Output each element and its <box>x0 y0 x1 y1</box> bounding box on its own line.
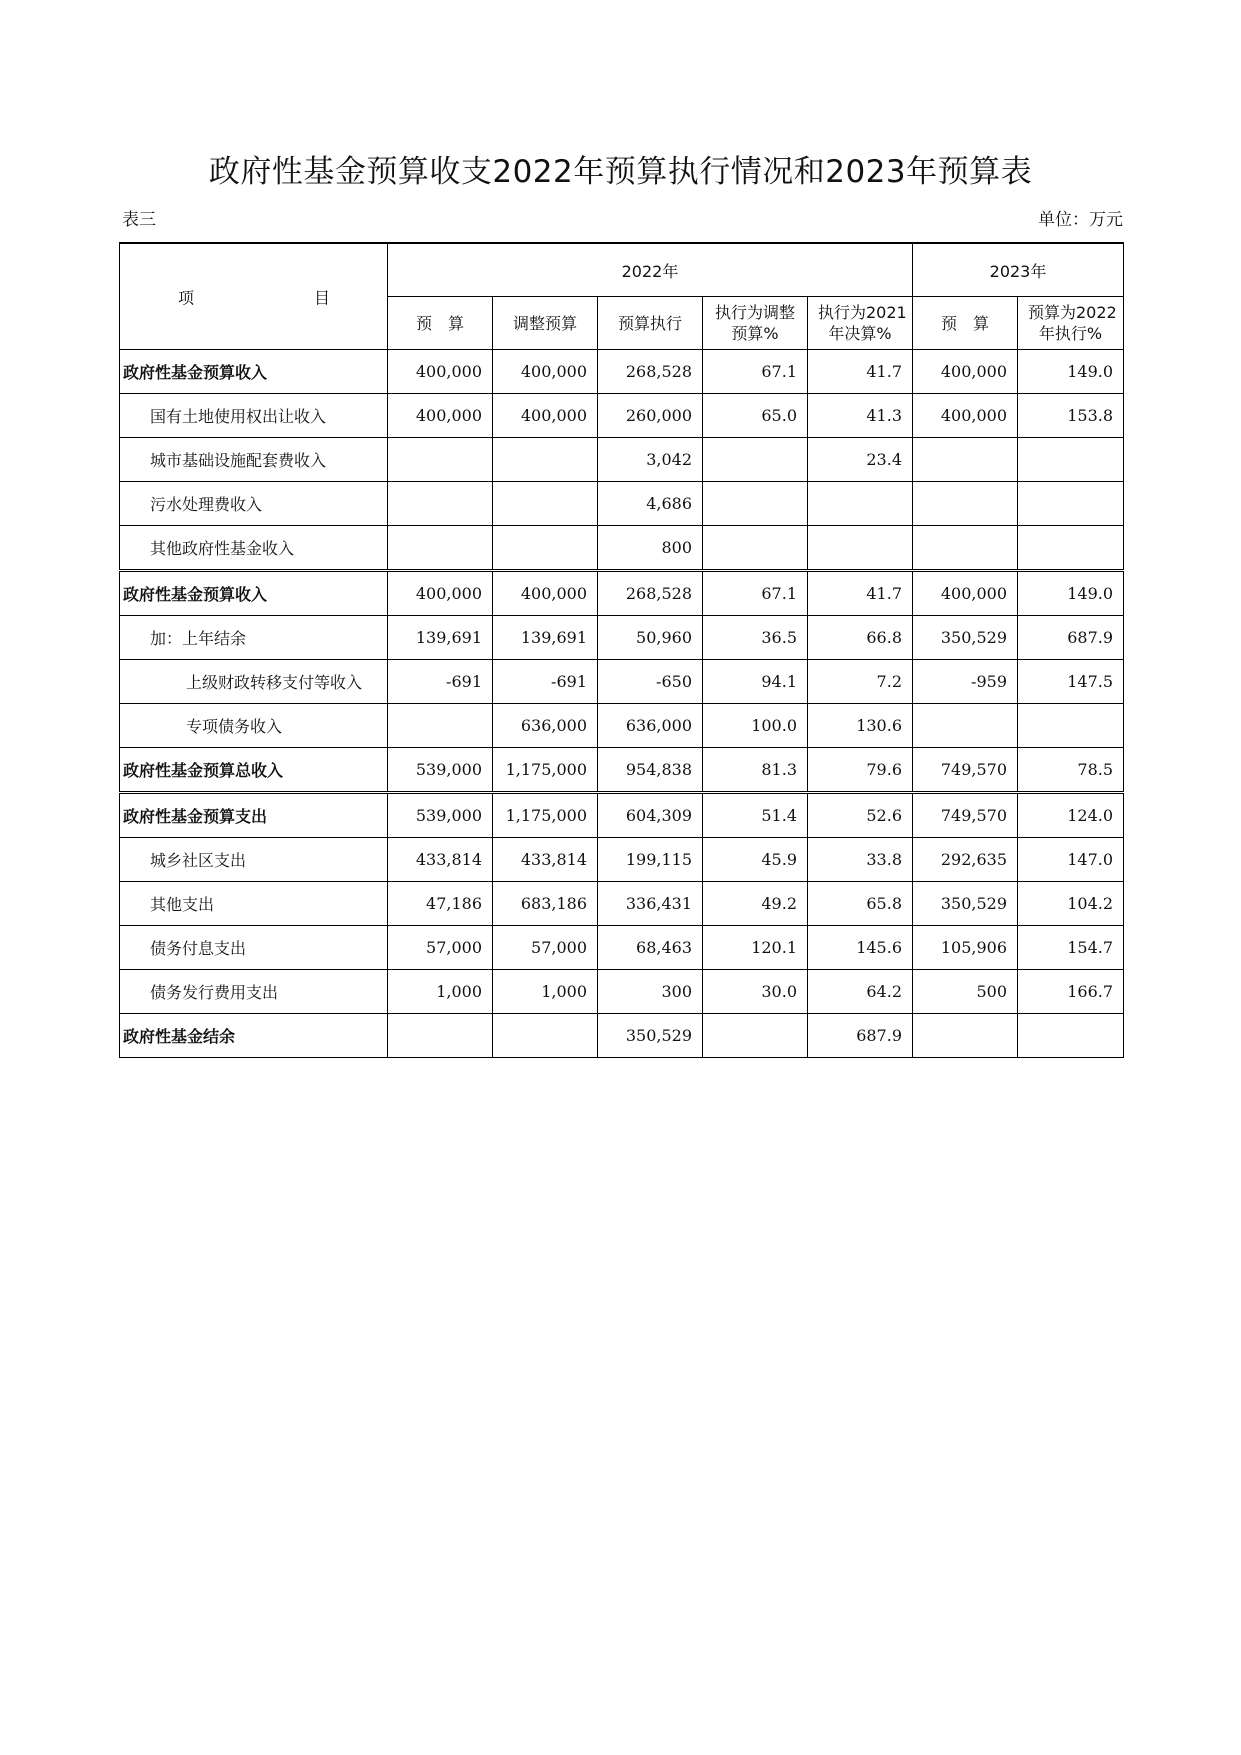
cell-c4: 67.1 <box>703 571 808 616</box>
cell-c6: 500 <box>913 970 1018 1014</box>
cell-c4 <box>703 1014 808 1058</box>
cell-c6: 400,000 <box>913 571 1018 616</box>
cell-c2: 433,814 <box>493 838 598 882</box>
cell-c6: 749,570 <box>913 748 1018 793</box>
col-exec-vs-adjusted <box>703 297 808 350</box>
cell-c3: 50,960 <box>598 616 703 660</box>
cell-c4: 36.5 <box>703 616 808 660</box>
cell-c6: 749,570 <box>913 793 1018 838</box>
cell-c3: 636,000 <box>598 704 703 748</box>
cell-c2: 1,175,000 <box>493 748 598 793</box>
cell-c2: 400,000 <box>493 394 598 438</box>
cell-c6: 400,000 <box>913 394 1018 438</box>
cell-c7 <box>1018 704 1124 748</box>
row-label: 城乡社区支出 <box>120 838 388 882</box>
cell-c6 <box>913 526 1018 571</box>
col-budget-2022: 预 算 <box>388 297 493 350</box>
cell-c6 <box>913 704 1018 748</box>
cell-c7 <box>1018 482 1124 526</box>
cell-c7: 78.5 <box>1018 748 1124 793</box>
table-row <box>120 704 1124 748</box>
cell-c4: 120.1 <box>703 926 808 970</box>
table-row <box>120 482 1124 526</box>
table-row <box>120 1014 1124 1058</box>
cell-c6 <box>913 1014 1018 1058</box>
cell-c4: 49.2 <box>703 882 808 926</box>
cell-c5: 23.4 <box>808 438 913 482</box>
cell-c3: 268,528 <box>598 571 703 616</box>
cell-c6 <box>913 438 1018 482</box>
cell-c5: 7.2 <box>808 660 913 704</box>
table-row <box>120 838 1124 882</box>
col-exec-vs-adjusted-line2: 预算% <box>731 324 779 343</box>
cell-c2 <box>493 1014 598 1058</box>
item-header-left: 项 <box>178 288 195 307</box>
item-header <box>120 243 388 350</box>
cell-c2: 139,691 <box>493 616 598 660</box>
cell-c2: -691 <box>493 660 598 704</box>
cell-c2: 636,000 <box>493 704 598 748</box>
cell-c5: 41.7 <box>808 350 913 394</box>
row-label: 政府性基金结余 <box>120 1014 388 1058</box>
cell-c5: 130.6 <box>808 704 913 748</box>
cell-c7: 166.7 <box>1018 970 1124 1014</box>
row-label: 债务付息支出 <box>120 926 388 970</box>
cell-c1: 1,000 <box>388 970 493 1014</box>
cell-c1: 400,000 <box>388 571 493 616</box>
row-label: 政府性基金预算支出 <box>120 793 388 838</box>
cell-c3: 3,042 <box>598 438 703 482</box>
cell-c3: -650 <box>598 660 703 704</box>
cell-c3: 260,000 <box>598 394 703 438</box>
cell-c3: 4,686 <box>598 482 703 526</box>
cell-c1: 57,000 <box>388 926 493 970</box>
cell-c6: 350,529 <box>913 616 1018 660</box>
cell-c7: 149.0 <box>1018 571 1124 616</box>
cell-c5: 64.2 <box>808 970 913 1014</box>
row-label: 上级财政转移支付等收入 <box>120 660 388 704</box>
row-label: 其他政府性基金收入 <box>120 526 388 571</box>
cell-c6: 292,635 <box>913 838 1018 882</box>
unit-label: 单位：万元 <box>1038 210 1123 230</box>
table-row <box>120 660 1124 704</box>
cell-c4: 30.0 <box>703 970 808 1014</box>
cell-c5: 33.8 <box>808 838 913 882</box>
cell-c3: 954,838 <box>598 748 703 793</box>
cell-c2: 683,186 <box>493 882 598 926</box>
row-label: 政府性基金预算收入 <box>120 350 388 394</box>
table-row <box>120 394 1124 438</box>
cell-c3: 300 <box>598 970 703 1014</box>
budget-table <box>119 242 1124 1058</box>
cell-c4: 94.1 <box>703 660 808 704</box>
cell-c5: 41.7 <box>808 571 913 616</box>
cell-c1: 433,814 <box>388 838 493 882</box>
cell-c4: 81.3 <box>703 748 808 793</box>
table-row <box>120 616 1124 660</box>
cell-c2 <box>493 438 598 482</box>
cell-c3: 199,115 <box>598 838 703 882</box>
cell-c3: 268,528 <box>598 350 703 394</box>
cell-c6: 105,906 <box>913 926 1018 970</box>
cell-c6: 350,529 <box>913 882 1018 926</box>
col-budget-2023: 预 算 <box>913 297 1018 350</box>
page-title: 政府性基金预算收支2022年预算执行情况和2023年预算表 <box>208 154 1033 190</box>
cell-c5: 687.9 <box>808 1014 913 1058</box>
cell-c3: 336,431 <box>598 882 703 926</box>
item-header-right: 目 <box>314 288 331 307</box>
cell-c5: 79.6 <box>808 748 913 793</box>
cell-c4: 67.1 <box>703 350 808 394</box>
col-budget-vs-2022-line1: 预算为2022 <box>1028 303 1117 322</box>
col-budget-vs-2022 <box>1018 297 1124 350</box>
col-exec-vs-2021-line1: 执行为2021 <box>818 303 907 322</box>
cell-c6 <box>913 482 1018 526</box>
cell-c6: -959 <box>913 660 1018 704</box>
cell-c7: 147.0 <box>1018 838 1124 882</box>
cell-c7: 124.0 <box>1018 793 1124 838</box>
cell-c7 <box>1018 526 1124 571</box>
row-label: 政府性基金预算总收入 <box>120 748 388 793</box>
cell-c5: 52.6 <box>808 793 913 838</box>
cell-c2: 400,000 <box>493 571 598 616</box>
table-body <box>120 350 1124 1058</box>
cell-c7: 147.5 <box>1018 660 1124 704</box>
table-row <box>120 438 1124 482</box>
cell-c1: 47,186 <box>388 882 493 926</box>
cell-c7: 687.9 <box>1018 616 1124 660</box>
cell-c7: 104.2 <box>1018 882 1124 926</box>
col-exec-vs-2021-line2: 年决算% <box>828 324 892 343</box>
cell-c7: 153.8 <box>1018 394 1124 438</box>
table-row <box>120 926 1124 970</box>
cell-c2: 400,000 <box>493 350 598 394</box>
cell-c1 <box>388 704 493 748</box>
cell-c5: 145.6 <box>808 926 913 970</box>
cell-c4: 65.0 <box>703 394 808 438</box>
cell-c4 <box>703 526 808 571</box>
row-label: 专项债务收入 <box>120 704 388 748</box>
year-2022-header: 2022年 <box>388 243 913 297</box>
cell-c4: 51.4 <box>703 793 808 838</box>
table-row <box>120 793 1124 838</box>
cell-c1 <box>388 526 493 571</box>
table-row <box>120 882 1124 926</box>
row-label: 加：上年结余 <box>120 616 388 660</box>
table-row <box>120 748 1124 793</box>
cell-c1: 539,000 <box>388 748 493 793</box>
cell-c4 <box>703 482 808 526</box>
cell-c3: 800 <box>598 526 703 571</box>
cell-c3: 68,463 <box>598 926 703 970</box>
cell-c1: -691 <box>388 660 493 704</box>
cell-c5: 66.8 <box>808 616 913 660</box>
cell-c7 <box>1018 438 1124 482</box>
row-label: 污水处理费收入 <box>120 482 388 526</box>
cell-c3: 604,309 <box>598 793 703 838</box>
col-exec-vs-adjusted-line1: 执行为调整 <box>714 303 795 322</box>
cell-c7: 154.7 <box>1018 926 1124 970</box>
cell-c6: 400,000 <box>913 350 1018 394</box>
cell-c1 <box>388 1014 493 1058</box>
table-row <box>120 350 1124 394</box>
cell-c2 <box>493 482 598 526</box>
cell-c2: 1,000 <box>493 970 598 1014</box>
cell-c4 <box>703 438 808 482</box>
row-label: 政府性基金预算收入 <box>120 571 388 616</box>
col-adjusted-budget: 调整预算 <box>493 297 598 350</box>
col-exec-vs-2021 <box>808 297 913 350</box>
cell-c2: 57,000 <box>493 926 598 970</box>
cell-c2: 1,175,000 <box>493 793 598 838</box>
cell-c7 <box>1018 1014 1124 1058</box>
cell-c1 <box>388 438 493 482</box>
cell-c4: 100.0 <box>703 704 808 748</box>
cell-c5 <box>808 526 913 571</box>
cell-c5: 65.8 <box>808 882 913 926</box>
cell-c1: 139,691 <box>388 616 493 660</box>
cell-c1: 400,000 <box>388 350 493 394</box>
col-budget-vs-2022-line2: 年执行% <box>1038 324 1103 343</box>
cell-c1: 400,000 <box>388 394 493 438</box>
cell-c3: 350,529 <box>598 1014 703 1058</box>
table-number: 表三 <box>122 210 156 230</box>
cell-c1: 539,000 <box>388 793 493 838</box>
table-row <box>120 526 1124 571</box>
col-budget-execution: 预算执行 <box>598 297 703 350</box>
row-label: 城市基础设施配套费收入 <box>120 438 388 482</box>
cell-c1 <box>388 482 493 526</box>
row-label: 债务发行费用支出 <box>120 970 388 1014</box>
table-row <box>120 571 1124 616</box>
table-row <box>120 970 1124 1014</box>
row-label: 国有土地使用权出让收入 <box>120 394 388 438</box>
cell-c4: 45.9 <box>703 838 808 882</box>
cell-c7: 149.0 <box>1018 350 1124 394</box>
year-2023-header: 2023年 <box>913 243 1124 297</box>
cell-c2 <box>493 526 598 571</box>
row-label: 其他支出 <box>120 882 388 926</box>
cell-c5 <box>808 482 913 526</box>
cell-c5: 41.3 <box>808 394 913 438</box>
